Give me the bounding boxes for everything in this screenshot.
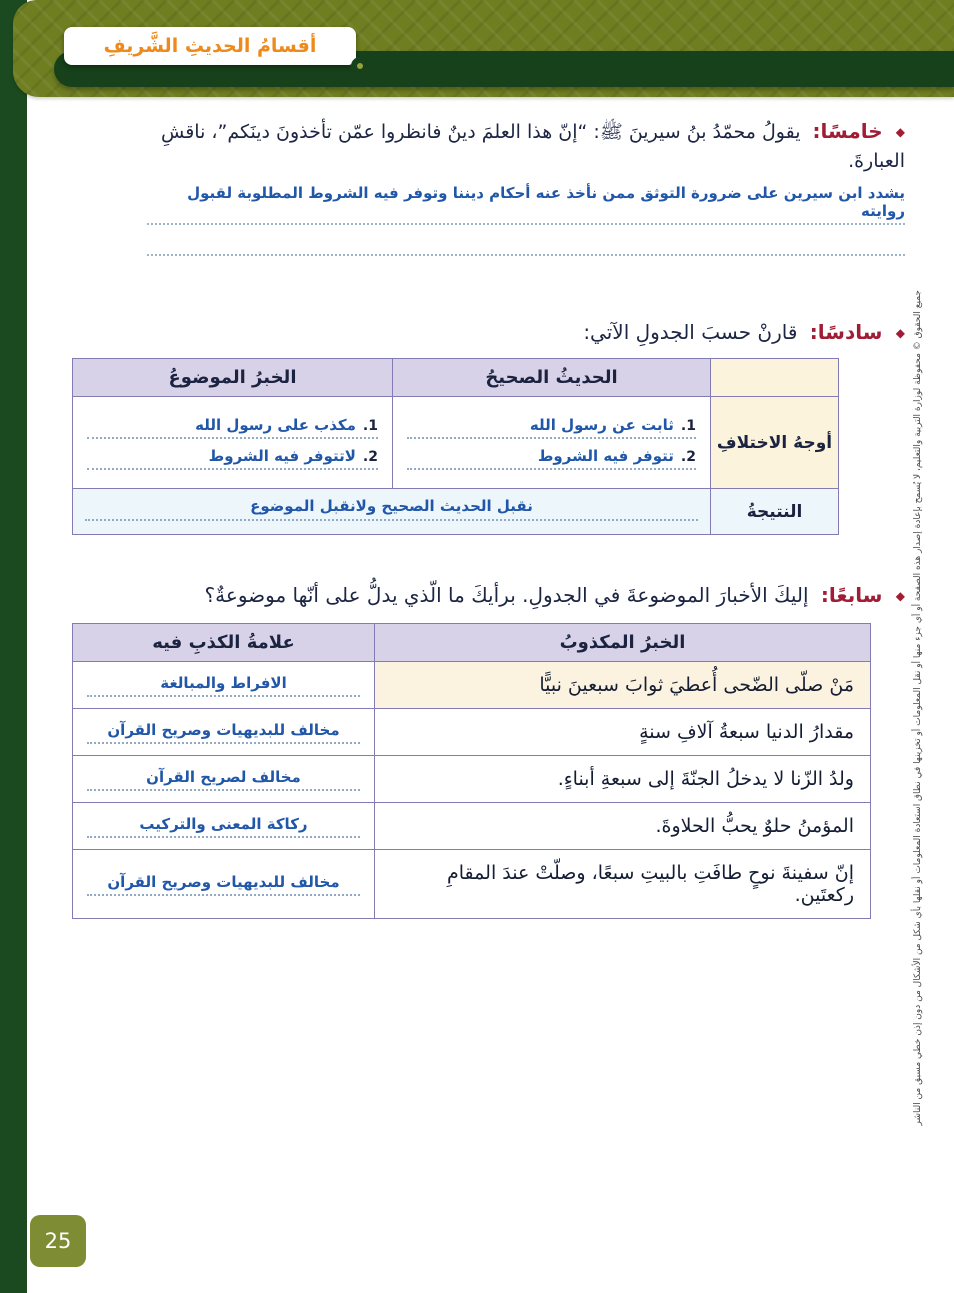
result-row: [73, 489, 839, 535]
falseness-sign-text: الافراط والمبالغة: [87, 674, 360, 697]
fabricated-hadith-cell: إنّ سفينةَ نوحٍ طافَتِ بالبيتِ سبعًا، وصلّتْ عندَ المقامِ ركعتَين.: [375, 850, 871, 919]
section-sixth-statement: قارنْ حسبَ الجدولِ الآتي:: [583, 320, 798, 344]
copyright-notice: جميع الحقوق © محفوظة لوزارة التربية والتعليم، لا يُسمح بإعادة إصدار هذه الصفحة أو أي جزء منها أو نقل المعلومات أو تخزينها في نطاق استعادة المعلومات أو نقلها بأي شكل من الأشكال من دون إذن خطي مسبق من الناشر: [913, 290, 923, 1126]
answer-line-empty: [147, 234, 905, 256]
falseness-sign-cell: [73, 709, 375, 756]
diamond-bullet-icon: ◆: [895, 326, 905, 340]
item-number: 1.: [362, 417, 378, 434]
page-number-badge: [30, 1215, 86, 1267]
table-row: [73, 709, 871, 756]
item-number: 1.: [680, 417, 696, 434]
item-text: تتوفر فيه الشروط: [537, 446, 674, 465]
comparison-table: [72, 358, 839, 535]
page-number: 25: [44, 1229, 72, 1253]
fabricated-table-header-row: [73, 624, 871, 662]
falseness-sign-cell: [73, 662, 375, 709]
answer-item: [87, 416, 378, 439]
falseness-sign-cell: [73, 850, 375, 919]
diamond-bullet-icon: ◆: [895, 125, 905, 139]
answer-item: [407, 416, 696, 439]
section-sixth-label: سادسًا:: [809, 320, 883, 344]
falseness-sign-cell: [73, 803, 375, 850]
section-seventh-statement: إليكَ الأخبارَ الموضوعةَ في الجدولِ. برأيكَ ما الّذي يدلُّ على أنّها موضوعةٌ؟: [204, 583, 809, 607]
row-header-result: النتيجةُ: [711, 489, 839, 535]
answer-item: [407, 447, 696, 470]
section-seventh-label: سابعًا:: [820, 583, 883, 607]
falseness-sign-text: ركاكة المعنى والتركيب: [87, 815, 360, 838]
table-row: [73, 756, 871, 803]
item-text: مكذب على رسول الله: [195, 415, 356, 434]
fabricated-hadith-cell: مَنْ صلّى الضّحى أُعطيَ ثوابَ سبعينَ نبيًّا: [375, 662, 871, 709]
table-row: [73, 850, 871, 919]
column-header-khabar: الخبرُ المكذوبُ: [375, 624, 871, 662]
result-cell: [73, 489, 711, 535]
section-fifth-statement: يقولُ محمّدُ بنُ سيرينَ ﷺ: “إنّ هذا العلمَ دينٌ فانظروا عمّن تأخذونَ دينَكم”، ناقشِ العبارةَ.: [160, 121, 905, 172]
item-text: لاتتوفر فيه الشروط: [208, 446, 356, 465]
section-seventh: [105, 583, 905, 607]
falseness-sign-text: مخالف للبديهيات وصريح القرآن: [87, 873, 360, 896]
item-text: ثابت عن رسول الله: [529, 415, 674, 434]
answer-line: يشدد ابن سيرين على ضرورة التوثق ممن نأخذ عنه أحكام ديننا وتوفر فيه الشروط المطلوبة لقبول روايته: [147, 184, 905, 225]
sahih-differences-cell: [393, 397, 711, 489]
row-header-differences: أوجهُ الاختلافِ: [711, 397, 839, 489]
section-sixth: [59, 320, 905, 344]
section-fifth: [127, 116, 905, 175]
corner-cell: [711, 359, 839, 397]
lesson-title: أقسامُ الحديثِ الشَّريفِ: [103, 35, 317, 57]
item-number: 2.: [362, 448, 378, 465]
falseness-sign-text: مخالف للبديهيات وصريح القرآن: [87, 721, 360, 744]
answer-item: [87, 447, 378, 470]
differences-row: [73, 397, 839, 489]
falseness-sign-cell: [73, 756, 375, 803]
table-row: [73, 803, 871, 850]
mawdu-differences-cell: [73, 397, 393, 489]
banner-knob-ornament: [351, 57, 369, 75]
falseness-sign-text: مخالف لصريح القرآن: [87, 768, 360, 791]
fabricated-hadith-cell: ولدُ الزّنا لا يدخلُ الجنّةَ إلى سبعةِ أبناءٍ.: [375, 756, 871, 803]
column-header-mawdu: الخبرُ الموضوعُ: [73, 359, 393, 397]
item-number: 2.: [680, 448, 696, 465]
fabricated-hadith-cell: المؤمنُ حلوٌ يحبُّ الحلاوةَ.: [375, 803, 871, 850]
page-content: [59, 104, 905, 919]
section-fifth-answer-area: [147, 184, 905, 256]
table-row: [73, 662, 871, 709]
column-header-alamah: علامةُ الكذبِ فيه: [73, 624, 375, 662]
fabricated-hadith-cell: مقدارُ الدنيا سبعةُ آلافِ سنةٍ: [375, 709, 871, 756]
result-answer: نقبل الحديث الصحيح ولانقبل الموضوع: [85, 497, 698, 521]
diamond-bullet-icon: ◆: [895, 589, 905, 603]
column-header-sahih: الحديثُ الصحيحُ: [393, 359, 711, 397]
lesson-title-tab: [64, 27, 356, 65]
fabricated-news-table: [72, 623, 871, 919]
left-edge-bar: [0, 0, 27, 1293]
comparison-table-header-row: [73, 359, 839, 397]
section-fifth-label: خامسًا:: [812, 119, 883, 143]
